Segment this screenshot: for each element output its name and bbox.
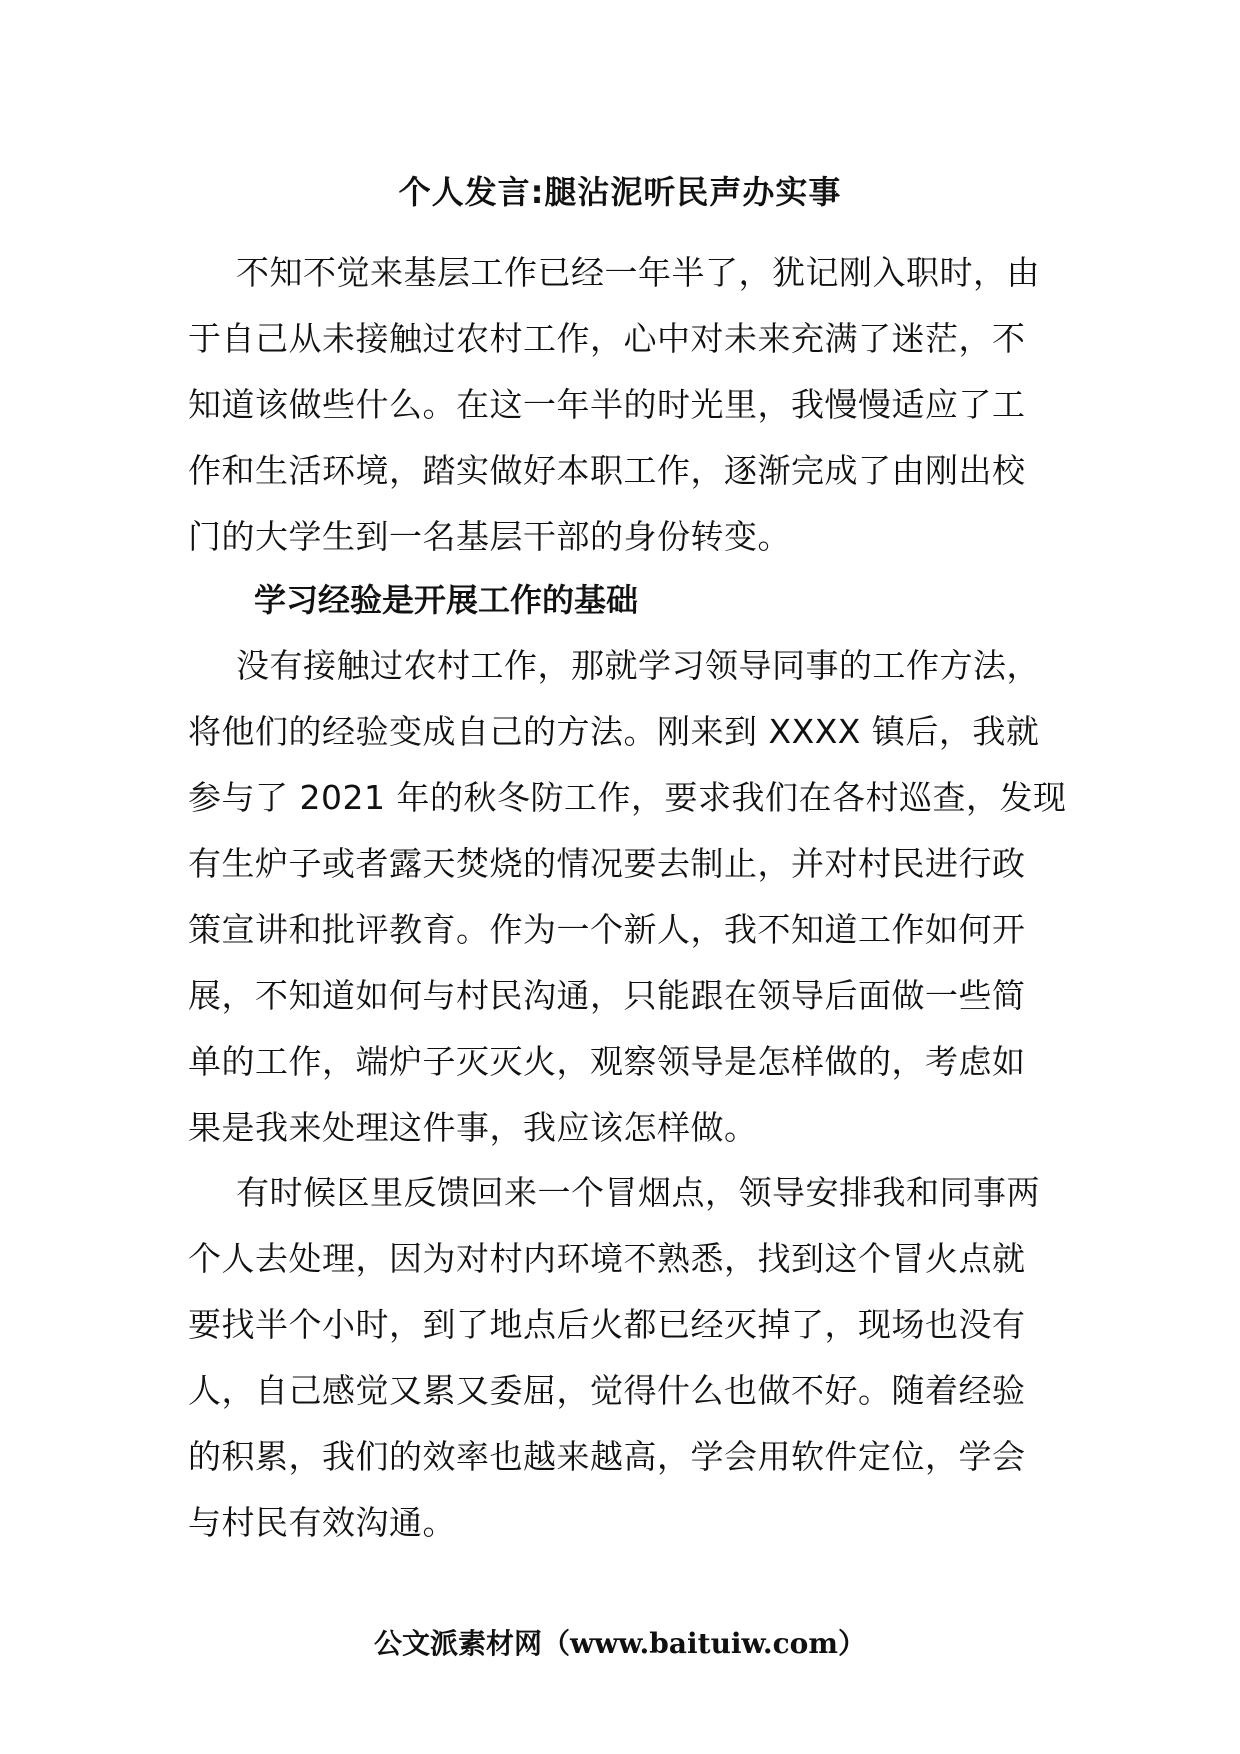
paragraph-experience <box>188 1160 1068 1556</box>
text-line: 没有接触过农村工作，那就学习领导同事的工作方法， <box>236 646 1040 685</box>
text-line: 果是我来处理这件事，我应该怎样做。 <box>188 1108 758 1147</box>
text-line: 有生炉子或者露天焚烧的情况要去制止，并对村民进行政 <box>188 844 1026 883</box>
text-line: 策宣讲和批评教育。作为一个新人，我不知道工作如何开 <box>188 910 1026 949</box>
text-line: 人，自己感觉又累又委屈，觉得什么也做不好。随着经验 <box>188 1371 1026 1410</box>
paragraph-intro <box>188 240 1068 570</box>
text-line: 要找半个小时，到了地点后火都已经灭掉了，现场也没有 <box>188 1305 1026 1344</box>
paragraph-learning <box>188 633 1068 1161</box>
text-line: 不知不觉来基层工作已经一年半了，犹记刚入职时，由 <box>236 253 1040 292</box>
text-line: 个人去处理，因为对村内环境不熟悉，找到这个冒火点就 <box>188 1239 1026 1278</box>
text-line: 作和生活环境，踏实做好本职工作，逐渐完成了由刚出校 <box>188 451 1026 490</box>
document-title: 个人发言:腿沾泥听民声办实事 <box>398 173 842 211</box>
text-line: 将他们的经验变成自己的方法。刚来到 XXXX 镇后，我就 <box>188 712 1040 751</box>
section-heading: 学习经验是开展工作的基础 <box>254 581 639 619</box>
text-line: 有时候区里反馈回来一个冒烟点，领导安排我和同事两 <box>236 1173 1040 1212</box>
text-line: 展，不知道如何与村民沟通，只能跟在领导后面做一些简 <box>188 976 1026 1015</box>
text-line: 知道该做些什么。在这一年半的时光里，我慢慢适应了工 <box>188 385 1026 424</box>
text-line: 参与了 2021 年的秋冬防工作，要求我们在各村巡查，发现 <box>188 778 1067 817</box>
text-line: 于自己从未接触过农村工作，心中对未来充满了迷茫，不 <box>188 319 1026 358</box>
text-line: 的积累，我们的效率也越来越高，学会用软件定位，学会 <box>188 1437 1026 1476</box>
text-line: 单的工作，端炉子灭灭火，观察领导是怎样做的，考虑如 <box>188 1042 1026 1081</box>
footer-source: 公文派素材网（www.baituiw.com） <box>374 1627 866 1660</box>
text-line: 与村民有效沟通。 <box>188 1503 456 1542</box>
text-line: 门的大学生到一名基层干部的身份转变。 <box>188 517 791 556</box>
